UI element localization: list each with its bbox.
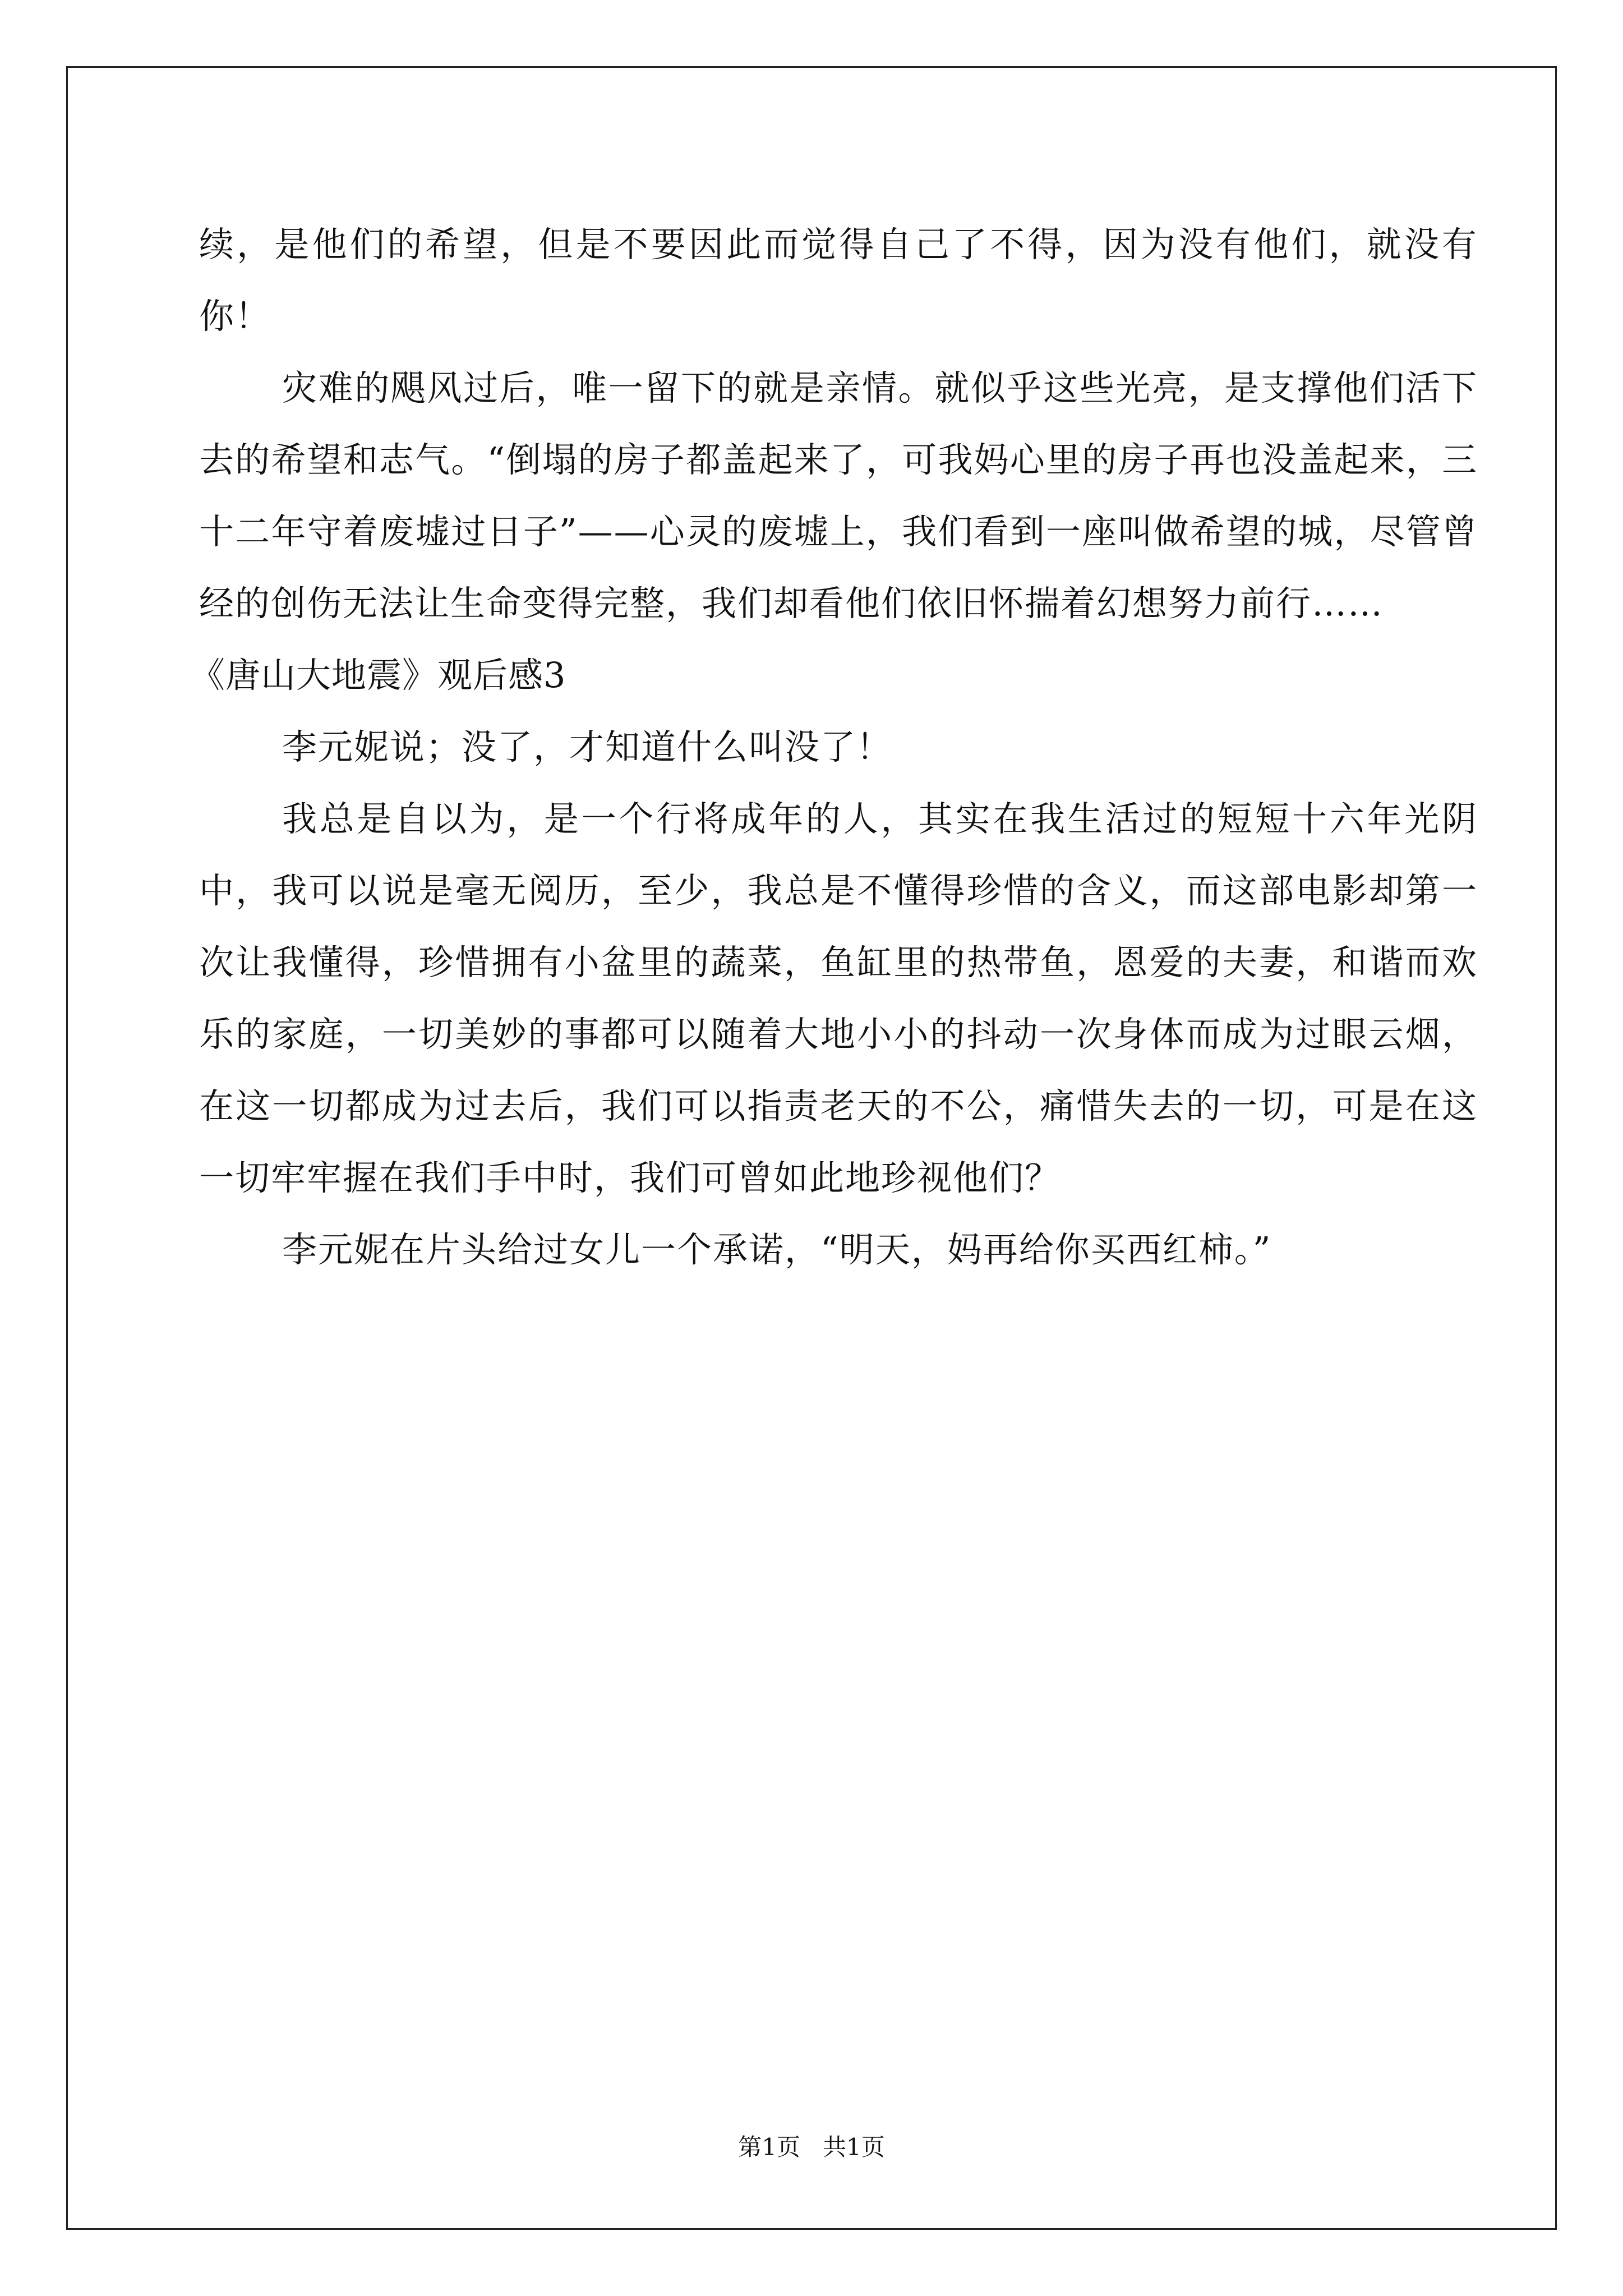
paragraph-cherish: 我总是自以为，是一个行将成年的人，其实在我生活过的短短十六年光阴中，我可以说是毫无阅历，至少，我总是不懂得珍惜的含义，而这部电影却第一次让我懂得，珍惜拥有小盆里的蔬菜，鱼缸里的热带鱼，恩爱的夫妻，和谐而欢乐的家庭，一切美妙的事都可以随着大地小小的抖动一次身体而成为过眼云烟，在这一切都成为过去后，我们可以指责老天的不公，痛惜失去的一切，可是在这一切牢牢握在我们手中时，我们可曾如此地珍视他们？: [199, 798, 1478, 1198]
page-number-footer: 第1页 共1页: [738, 2133, 885, 2161]
document-body: [190, 209, 1478, 1286]
paragraph-continuation: 续，是他们的希望，但是不要因此而觉得自己了不得，因为没有他们，就没有你！: [199, 224, 1478, 337]
paragraph-li-yuanni-quote: 李元妮说；没了，才知道什么叫没了！: [282, 726, 893, 767]
paragraph-promise: 李元妮在片头给过女儿一个承诺，“明天，妈再给你买西红柿。”: [282, 1229, 1272, 1270]
section-heading: 《唐山大地震》观后感3: [190, 655, 566, 696]
paragraph-disaster-family: 灾难的飓风过后，唯一留下的就是亲情。就似乎这些光亮，是支撑他们活下去的希望和志气。“倒塌的房子都盖起来了，可我妈心里的房子再也没盖起来，三十二年守着废墟过日子”——心灵的废墟上，我们看到一座叫做希望的城，尽管曾经的创伤无法让生命变得完整，我们却看他们依旧怀揣着幻想努力前行……: [199, 367, 1478, 624]
